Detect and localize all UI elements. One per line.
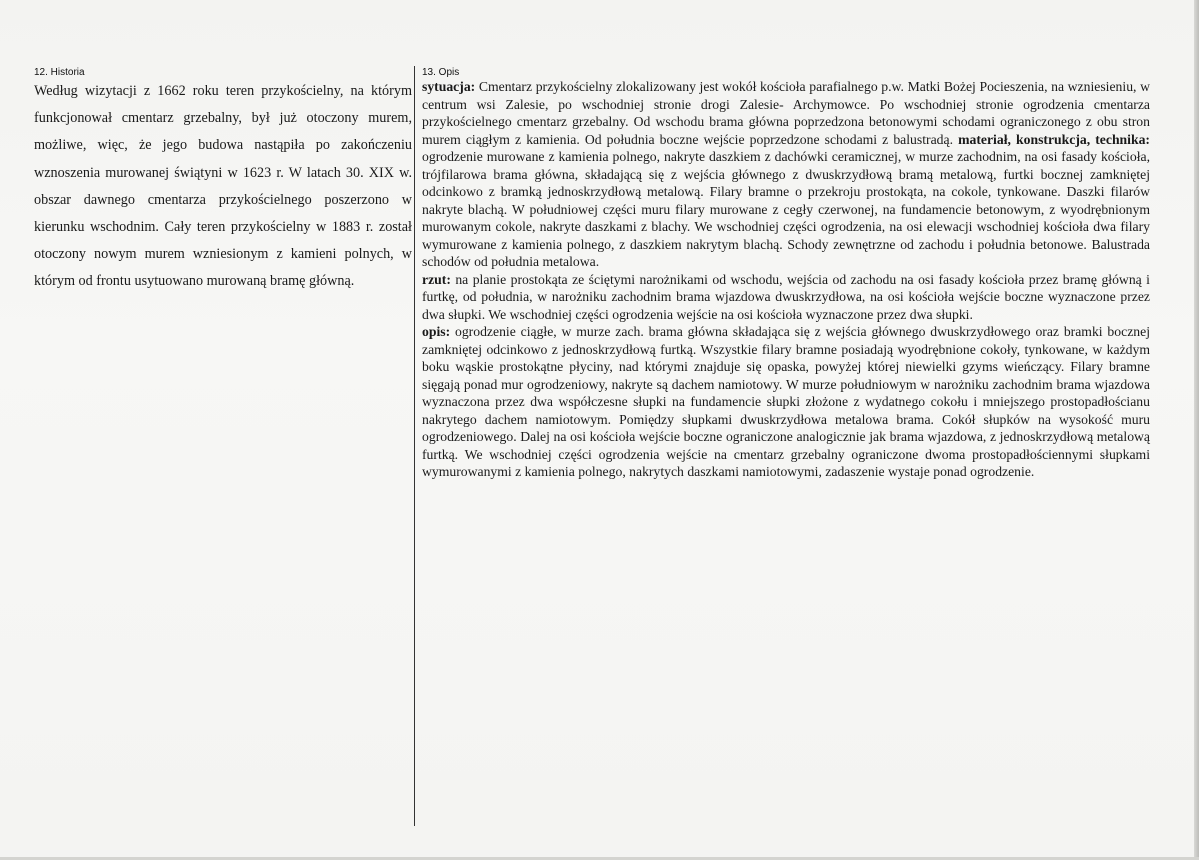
material-text: ogrodzenie murowane z kamienia polnego, nakryte daszkiem z dachówki ceramicznej, w murze zachodnim, na osi fasady kościoła, trójfilarowa brama główna, składającą się z wejścia głównego z dwuskrzydłową bramą metalową, furtki bocznej zamkniętej odcinkowo z bramką jednoskrzydłową metalową. Filary bramne o przekroju prostokąta, na cokole, tynkowane. Daszki filarów nakryte blachą. W południowej części muru filary murowane z cegły czerwonej, na fundamencie betonowym, z wyodrębnionym murowanym cokole, nakryte daszkami z blachy. We wschodniej części ogrodzenia, na osi elewacji wschodniej kościoła dwa filary wymurowane z kamienia polnego, z daszkiem nakrytym blachą. Schody zewnętrzne od zachodu i południa betonowe. Balustrada schodów od południa metalowa.: [422, 149, 1150, 269]
section-label-historia: 12. Historia: [34, 67, 85, 78]
paper-edge-right: [1194, 0, 1199, 860]
keyword-opis: opis:: [422, 324, 451, 339]
column-divider: [414, 66, 415, 826]
keyword-material: materiał, konstrukcja, technika:: [958, 131, 1150, 147]
sytuacja-text: Cmentarz przykościelny zlokalizowany jest wokół kościoła parafialnego p.w. Matki Bożej Pocieszenia, na wzniesieniu, w centrum wsi Zalesie, po wschodniej stronie drogi Zalesie- Archymowce. Po wschodniej stronie ogrodzenia cmentarza przykościelnego cmentarz grzebalny. Od wschodu brama główna poprzedzona betonowymi schodami ograniczonego z obu stron murem ciągłym z kamienia. Od południa boczne wejście poprzedzone schodami z balustradą.: [422, 79, 1150, 147]
paragraph-sytuacja: [422, 78, 1150, 271]
paragraph-rzut: [422, 271, 1150, 324]
paragraph-opis: [422, 323, 1150, 481]
opis-text: ogrodzenie ciągłe, w murze zach. brama główna składająca się z wejścia głównego dwuskrzydłowego oraz bramki bocznej zamkniętej odcinkowo z jednoskrzydłową furtką. Wszystkie filary bramne posiadają wyodrębnione cokoły, tynkowane, w każdym boku wąskie prostokątne płyciny, nad którymi znajduje się opaska, powyżej której niewielki gzyms wieńczący. Filary bramne sięgają ponad mur ogrodzeniowy, nakryte są dachem namiotowy. W murze południowym w narożniku zachodnim brama wjazdowa wyznaczona przez dwa współczesne słupki na fundamencie słupki złożone z wydatnego cokołu i mniejszego prostopadłościanu nakrytego dachem namiotowym. Pomiędzy słupkami dwuskrzydłowa metalowa brama. Cokół słupków na wysokość muru ogrodzeniowego. Dalej na osi kościoła wejście boczne ograniczone analogicznie jak brama wjazdowa, z jednoskrzydłową metalową furtką. We wschodniej części ogrodzenia wejście na cmentarz grzebalny ograniczone dwoma prostopadłościennymi słupkami wymurowanymi z kamienia polnego, nakrytych daszkami namiotowymi, zadaszenie wystaje ponad ogrodzenie.: [422, 324, 1150, 479]
opis-body: [422, 78, 1150, 481]
keyword-sytuacja: sytuacja:: [422, 79, 476, 94]
keyword-rzut: rzut:: [422, 271, 451, 287]
historia-text: Według wizytacji z 1662 roku teren przykościelny, na którym funkcjonował cmentarz grzebalny, był już otoczony murem, możliwe, więc, że jego budowa nastąpiła po zakończeniu wznoszenia murowanej świątyni w 1623 r. W latach 30. XIX w. obszar dawnego cmentarza przykościelnego poszerzono w kierunku wschodnim. Cały teren przykościelny w 1883 r. został otoczony nowym murem wzniesionym z kamieni polnych, w którym od frontu usytuowano murowaną bramę główną.: [34, 83, 412, 290]
rzut-text: na planie prostokąta ze ściętymi narożnikami od wschodu, wejścia od zachodu na osi fasady kościoła przez bramę główną i furtkę, od południa, w narożniku zachodnim brama wjazdowa dwuskrzydłowa, na osi kościoła wejście boczne wyznaczone przez dwa słupki. We wschodniej części ogrodzenia wejście na osi kościoła wyznaczone przez dwa słupki.: [422, 271, 1150, 322]
section-label-opis: 13. Opis: [422, 67, 460, 78]
